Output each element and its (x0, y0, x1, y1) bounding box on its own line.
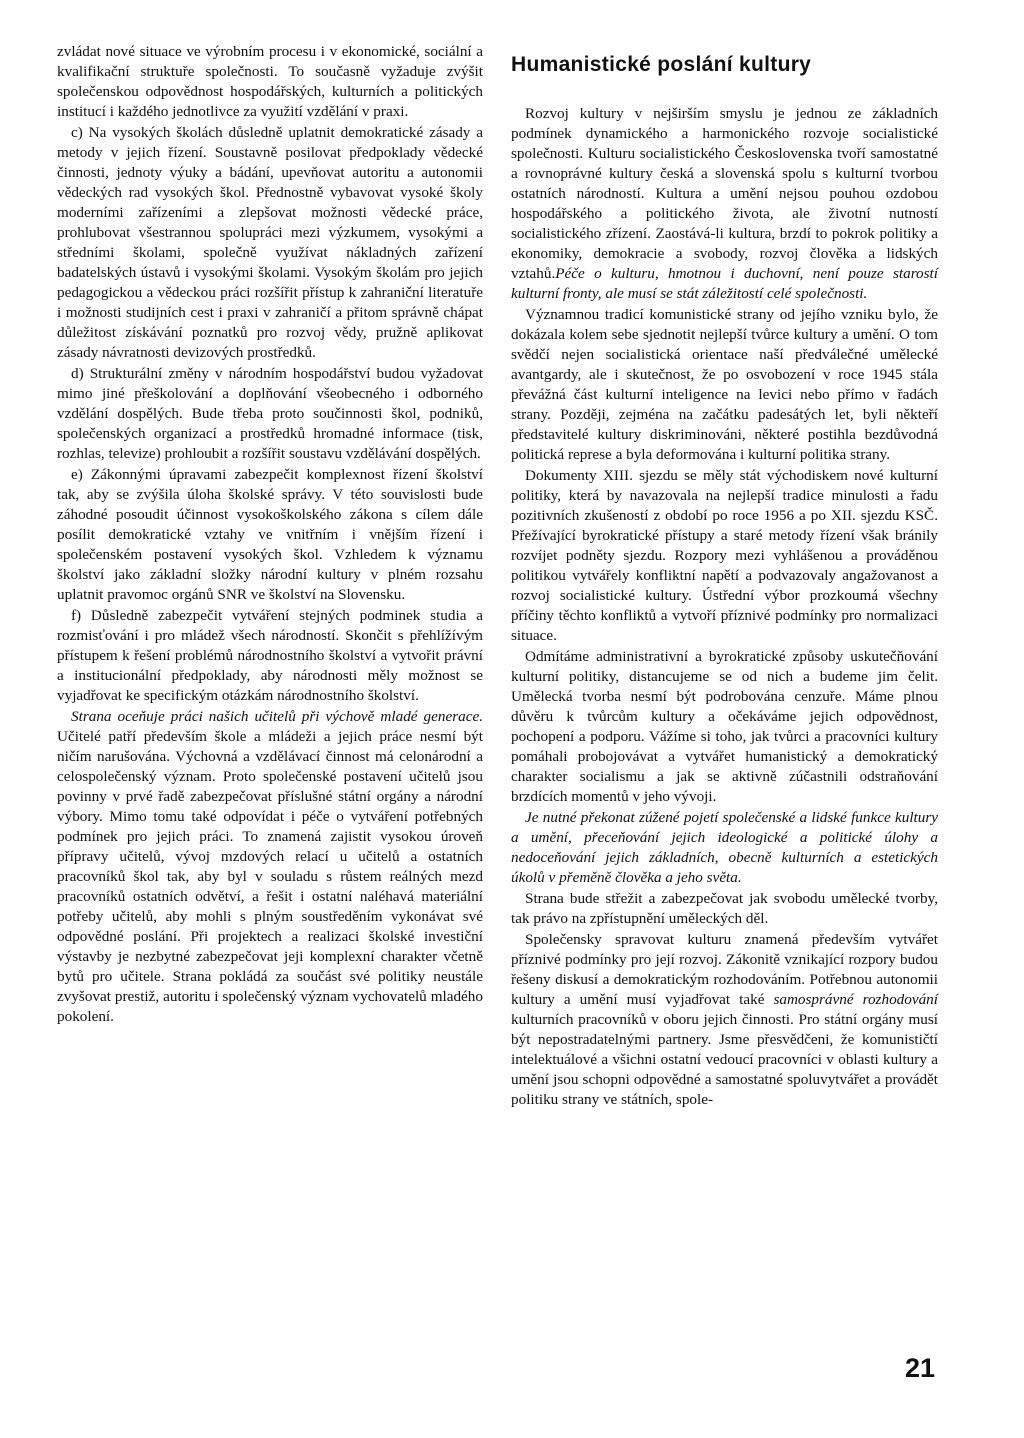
administration-text-a: Společensky spravovat kulturu znamená především vytvářet příznivé podmínky pro její rozvoj. Zákonitě vznikající rozpory budou řešeny diskusí a demokratickým rozhodováním. Potřebnou autonomii kultury a umění musí vyjadřovat také (511, 931, 938, 1008)
left-column (57, 42, 483, 1027)
administration-text-b: kulturních pracovníků v oboru jejich činnosti. Pro státní orgány musí být nepostradatelnými partnery. Jsme přesvědčeni, že komunističtí intelektuálové a všichni ostatní vedoucí pracovníci v oblasti kultury a umění jsou schopni odpovědné a samostatné spoluvytvářet a provádět politiku strany ve státních, spole- (511, 1011, 938, 1108)
section-heading: Humanistické poslání kultury (511, 53, 812, 76)
paragraph-f-nationalities: f) Důsledně zabezpečit vytváření stejných podminek studia a rozmisťování i pro mládež všech národností. Skončit s přehlížívým přístupem k řešení problémů národnostního školství a vytvořit právní a institucionální předpoklady, aby národnosti měly možnost se vyjadřovat ke specifickým otázkám národnostního školství. (57, 607, 483, 704)
teachers-text: Učitelé patří především škole a mládeži a jejich práce nesmí být ničím narušována. Výchovná a vzdělávací činnost má celonárodní a celospolečenský význam. Proto společenské postavení učitelů jsou povinny v prvé řadě zabezpečovat příslušné státní orgány a národní výbory. Mimo tomu také odpovídat i péče o vytváření potřebných podmínek pro jejich práci. To znamená zajistit vysokou úroveň přípravy učitelů, vývoj mzdových relací u učitelů a ostatních pracovníků škol tak, aby byl v souladu s růstem reálných mezd pracovníků ostatních odvětví, a řešit i ostatní naléhavá materiální potřeby učitelů, aby mohli s plným soustředěním vykonávat své odpovědné poslání. Při projektech a realizaci školské investiční výstavby je nezbytné zabezpečovat jeji komplexní charakter včetně bytů pro učitele. Strana pokládá za součást své politiky neustále zvyšovat prestiž, autoritu i společenský význam vychovatelů mladého pokolení. (57, 728, 483, 1025)
administration-emphasis: samosprávné rozhodování (773, 991, 938, 1008)
paragraph-social-administration (511, 930, 938, 1110)
paragraph-party-tradition: Významnou tradicí komunistické strany od jejího vzniku bylo, že dokázala kolem sebe sjednotit nejlepší tvůrce kultury a umění. O tom svědčí nejen socialistická orientace naší předválečné umělecké avantgardy, ale i skutečnost, že po osvobození v roce 1945 stála převážná část kulturní inteligence na levici nebo přímo v řadách strany. Později, zejména na začátku padesátých let, byli někteří představitelé kultury diskriminováni, některé postihla bezdůvodná politická represe a byla deformována i kulturní politika strany. (511, 306, 938, 463)
paragraph-freedom-creation: Strana bude střežit a zabezpečovat jak svobodu umělecké tvorby, tak právo na zpřístupnění uměleckých děl. (511, 890, 938, 927)
paragraph-e-school-management: e) Zákonnými úpravami zabezpečit komplexnost řízení školství tak, aby se zvýšila úloha školské správy. V této souvislosti bude záhodné posoudit účinnost vysokoškolského zákona s cílem dále posílit demokratické vztahy ve vnitřním i vnějším řízení i společenském postavení vysokých škol. Vzhledem k významu školství jako základní složky národní kultury v plném rozsahu uplatnit pravomoc orgánů SNR ve školství na Slovensku. (57, 466, 483, 603)
teachers-emphasis: Strana oceňuje práci našich učitelů při výchově mladé generace. (71, 708, 483, 725)
paragraph-congress-documents: Dokumenty XIII. sjezdu se měly stát východiskem nové kulturní politiky, která by navazovala na nejlepší tradice minulosti a řadu pozitivních zkušeností z období po roce 1956 a po XII. sjezdu KSČ. Přežívající byrokratické přístupy a staré metody řízení však bránily rozvíjet podněty sjezdu. Rozpory mezi vyhlášenou a prováděnou politikou vytvářely konfliktní napětí a podvazovaly angažovanost a rozvoj socialistické kultury. Ústřední výbor prozkoumá všechny příčiny těchto konfliktů a vytvoří příznivé podmínky pro normalizaci situace. (511, 467, 938, 644)
paragraph-teachers (57, 707, 483, 1027)
paragraph-continuation: zvládat nové situace ve výrobním procesu i v ekonomické, sociální a kvalifikační struktuře společnosti. To současně vyžaduje zvýšit společenskou odpovědnost hospodářských, kulturních a politických institucí i každého jednotlivce za využití vzdělání v praxi. (57, 43, 483, 120)
paragraph-rejection-bureaucracy: Odmítáme administrativní a byrokratické způsoby uskutečňování kulturní politiky, distancujeme se od nich a budeme jim čelit. Umělecká tvorba nesmí být podrobována cenzuře. Máme plnou důvěru k tvůrcům kultury a očekáváme jejich odpovědnost, pochopení a podporu. Vážíme si toho, jak tvůrci a pracovníci kultury pomáhali probojovávat a vytvářet humanistický a demokratický charakter socialismu a jak se aktivně zúčastnili odstraňování brzdících momentů v jeho vývoji. (511, 648, 938, 805)
paragraph-emphasis-overcome: Je nutné překonat zúžené pojetí společenské a lidské funkce kultury a umění, přeceňování jejich ideologické a politické úlohy a nedoceňování jejich základních, obecně kulturních a estetických úkolů v přeměně člověka a jeho světa. (511, 809, 938, 886)
right-column (511, 42, 938, 1110)
paragraph-d-adult-education: d) Strukturální změny v národním hospodářství budou vyžadovat mimo jiné přeškolování a doplňování všeobecného i odborného vzdělání dospělých. Bude třeba proto součinnosti škol, podniků, společenských organizací a prostředků hromadné informace (tisk, rozhlas, televize) prohloubit a rozšířit soustavu vzdělávání dospělých. (57, 365, 483, 462)
paragraph-c-universities: c) Na vysokých školách důsledně uplatnit demokratické zásady a metody v jejich řízení. Soustavně posilovat předpoklady vědecké činnosti, jednoty výuky a bádání, upevňovat autoritu a autonomii vědeckých rad vysokých škol. Přednostně vybavovat vysoké školy moderními zařízeními a zlepšovat možnosti vědecké práce, prohlubovat všestrannou spolupráci mezi výzkumem, vysokými a středními školami, společně využívat nákladných zařízení badatelských ústavů i vysokými školami. Vysokým školám pro jejich pedagogickou a vědeckou práci rozšířit přístup k zahraniční literatuře i možnosti studijních cest i praxi v zahraničí a přitom správně chápat důležitost získávání poznatků pro rozvoj vědy, pružně aplikovat zásady návratnosti devizových prostředků. (57, 124, 483, 361)
culture-development-text: Rozvoj kultury v nejširším smyslu je jednou ze základních podmínek dynamického a harmonického rozvoje socialistické společnosti. Kulturu socialistického Československa tvoří samostatné a rovnoprávné kultury česká a slovenská spolu s kulturní tvorbou ostatních národností. Kultura a umění nejsou pouhou ozdobou hospodářského a politického života, ale životní nutností socialistického zřízení. Zaostává-li kultura, brzdí to pokrok politiky a ekonomiky, demokracie a svobody, rozvoj člověka a lidských vztahů. (511, 105, 938, 282)
paragraph-culture-development (511, 104, 938, 304)
page-number: 21 (905, 1353, 936, 1383)
culture-development-emphasis: Péče o kulturu, hmotnou i duchovní, není pouze starostí kulturní fronty, ale musí se stát záležitostí celé společnosti. (511, 265, 938, 302)
